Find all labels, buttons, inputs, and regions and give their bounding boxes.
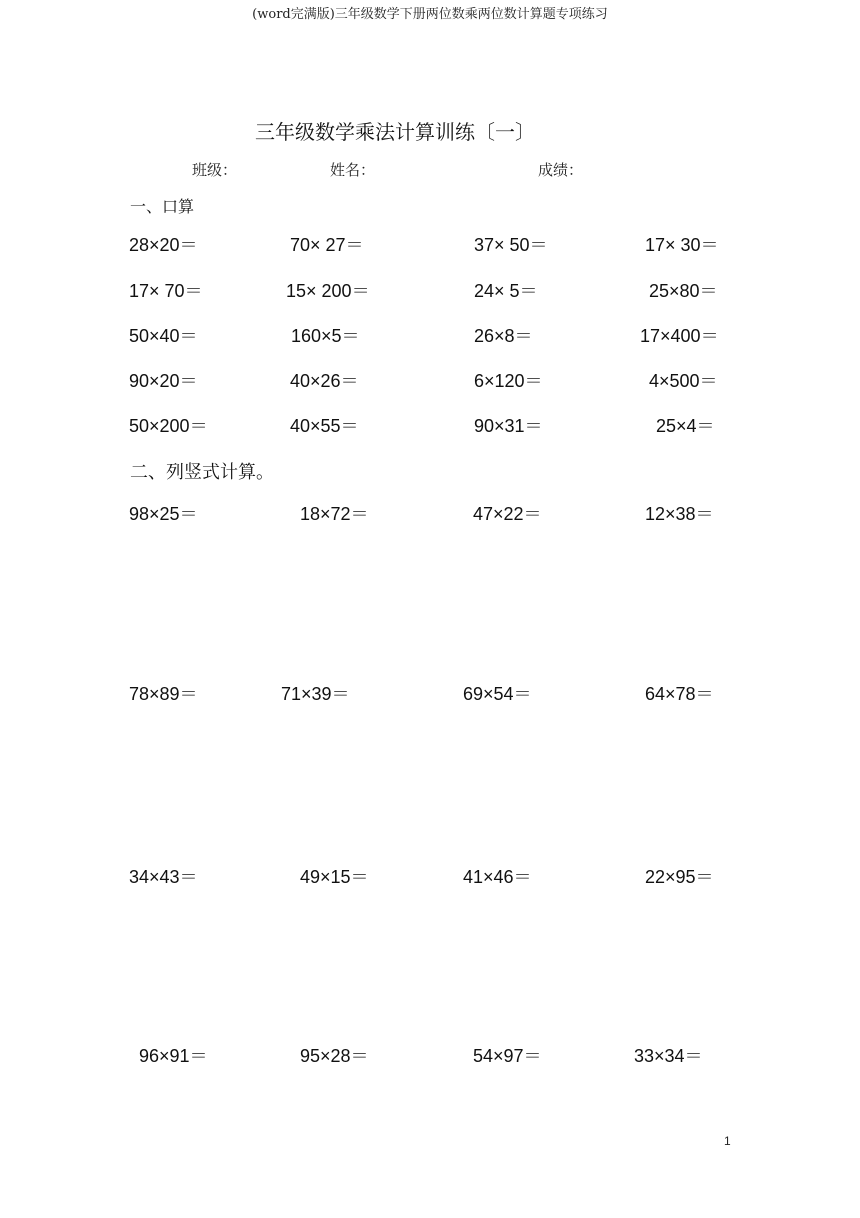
oral-problem: 70× 27＝	[290, 235, 364, 255]
oral-problem: 17×400＝	[640, 326, 719, 346]
vertical-problem: 22×95＝	[645, 867, 714, 887]
name-label: 姓名：	[330, 161, 376, 179]
oral-problem: 17× 30＝	[645, 235, 719, 255]
oral-problem: 24× 5＝	[474, 281, 538, 301]
oral-problem: 40×55＝	[290, 416, 359, 436]
vertical-problem: 71×39＝	[281, 684, 350, 704]
oral-problem: 90×31＝	[474, 416, 543, 436]
oral-problem: 160×5＝	[291, 326, 360, 346]
section-vertical-calc-heading: 二、列竖式计算。	[130, 462, 274, 483]
vertical-problem: 12×38＝	[645, 504, 714, 524]
oral-problem: 37× 50＝	[474, 235, 548, 255]
vertical-problem: 78×89＝	[129, 684, 198, 704]
oral-problem: 26×8＝	[474, 326, 533, 346]
oral-problem: 90×20＝	[129, 371, 198, 391]
oral-problem: 25×80＝	[649, 281, 718, 301]
section-mental-math-heading: 一、口算	[130, 197, 195, 216]
oral-problem: 17× 70＝	[129, 281, 203, 301]
oral-problem: 40×26＝	[290, 371, 359, 391]
oral-problem: 28×20＝	[129, 235, 198, 255]
vertical-problem: 41×46＝	[463, 867, 532, 887]
vertical-problem: 98×25＝	[129, 504, 198, 524]
vertical-problem: 54×97＝	[473, 1046, 542, 1066]
class-label: 班级：	[192, 161, 238, 179]
vertical-problem: 96×91＝	[139, 1046, 208, 1066]
page-title: 三年级数学乘法计算训练〔一〕	[255, 120, 535, 144]
score-label: 成绩：	[538, 161, 584, 179]
oral-problem: 25×4＝	[656, 416, 715, 436]
vertical-problem: 49×15＝	[300, 867, 369, 887]
vertical-problem: 47×22＝	[473, 504, 542, 524]
vertical-problem: 64×78＝	[645, 684, 714, 704]
vertical-problem: 34×43＝	[129, 867, 198, 887]
page-number: 1	[724, 1134, 731, 1148]
vertical-problem: 95×28＝	[300, 1046, 369, 1066]
vertical-problem: 18×72＝	[300, 504, 369, 524]
oral-problem: 4×500＝	[649, 371, 718, 391]
document-header: (word完满版)三年级数学下册两位数乘两位数计算题专项练习	[252, 7, 608, 22]
oral-problem: 15× 200＝	[286, 281, 370, 301]
vertical-problem: 69×54＝	[463, 684, 532, 704]
oral-problem: 6×120＝	[474, 371, 543, 391]
vertical-problem: 33×34＝	[634, 1046, 703, 1066]
oral-problem: 50×40＝	[129, 326, 198, 346]
oral-problem: 50×200＝	[129, 416, 208, 436]
